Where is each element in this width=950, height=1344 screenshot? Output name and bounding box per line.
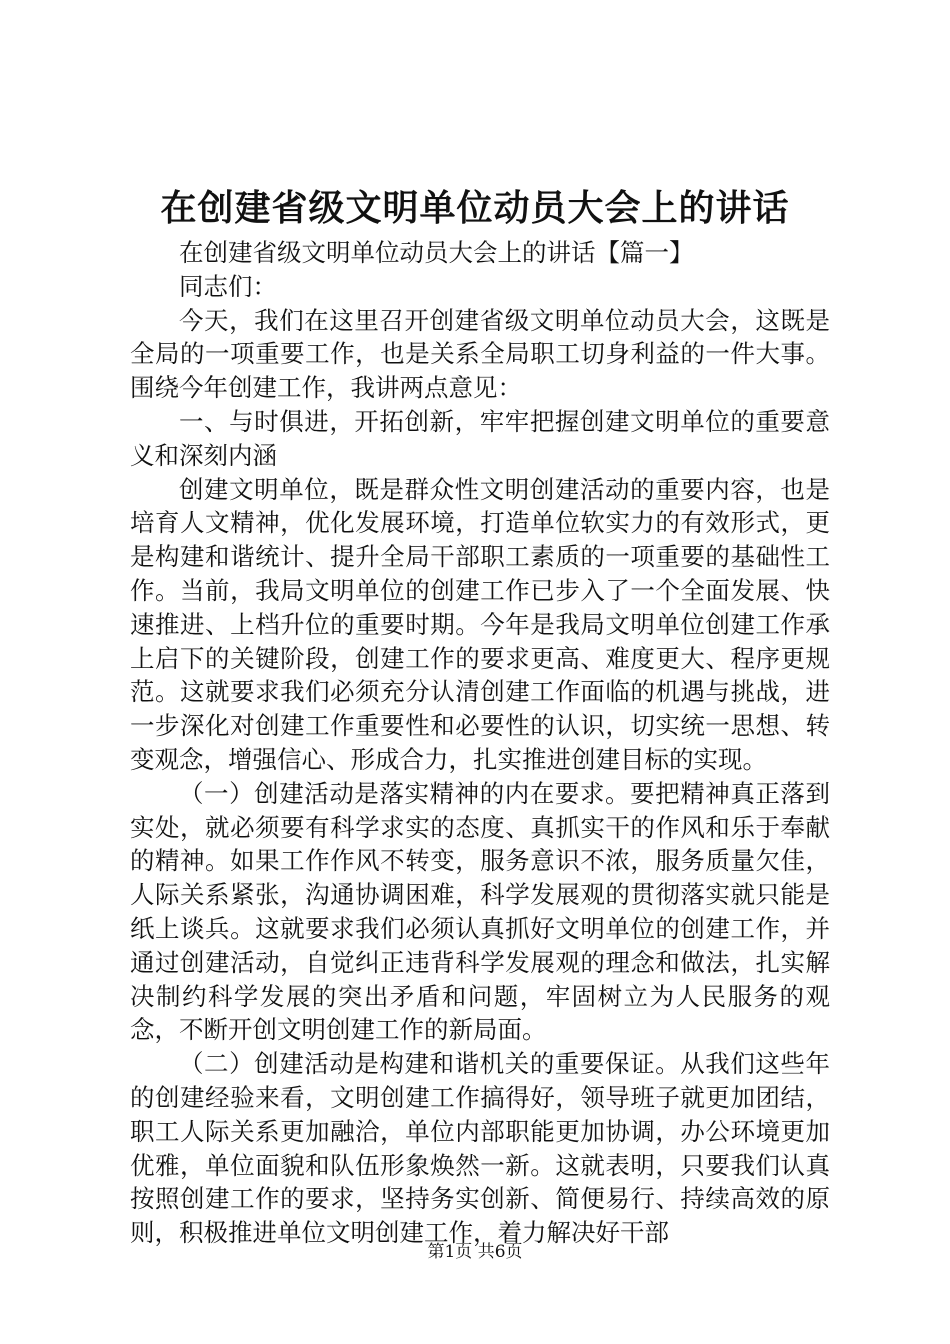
document-body [130, 236, 830, 1250]
enumerated-paragraph: （一）创建活动是落实精神的内在要求。要把精神真正落到实处，就必须要有科学求实的态度、真抓实干的作风和乐于奉献的精神。如果工作作风不转变，服务意识不浓，服务质量欠佳，人际关系紧张，沟通协调困难，科学发展观的贯彻落实就只能是纸上谈兵。这就要求我们必须认真抓好文明单位的创建工作，并通过创建活动，自觉纠正违背科学发展观的理念和做法，扎实解决制约科学发展的突出矛盾和问题，牢固树立为人民服务的观念，不断开创文明创建工作的新局面。 [130, 778, 830, 1045]
document-title: 在创建省级文明单位动员大会上的讲话 [160, 187, 790, 229]
enumerated-paragraph: （二）创建活动是构建和谐机关的重要保证。从我们这些年的创建经验来看，文明创建工作搞得好，领导班子就更加团结，职工人际关系更加融洽，单位内部职能更加协调，办公环境更加优雅，单位面貌和队伍形象焕然一新。这就表明，只要我们认真按照创建工作的要求，坚持务实创新、简便易行、持续高效的原则，积极推进单位文明创建工作，着力解决好干部 [130, 1049, 830, 1248]
subsection-heading: 一、与时俱进，开拓创新，牢牢把握创建文明单位的重要意义和深刻内涵 [130, 406, 830, 470]
section-heading: 在创建省级文明单位动员大会上的讲话【篇一】 [179, 238, 694, 267]
salutation: 同志们： [179, 271, 277, 301]
page-number-footer: 第1页 共6页 [427, 1242, 523, 1262]
body-paragraph: 今天，我们在这里召开创建省级文明单位动员大会，这既是全局的一项重要工作，也是关系全局职工切身利益的一件大事。围绕今年创建工作，我讲两点意见： [130, 305, 830, 403]
body-paragraph: 创建文明单位，既是群众性文明创建活动的重要内容，也是培育人文精神，优化发展环境，打造单位软实力的有效形式，更是构建和谐统计、提升全局干部职工素质的一项重要的基础性工作。当前，我局文明单位的创建工作已步入了一个全面发展、快速推进、上档升位的重要时期。今年是我局文明单位创建工作承上启下的关键阶段，创建工作的要求更高、难度更大、程序更规范。这就要求我们必须充分认清创建工作面临的机遇与挑战，进一步深化对创建工作重要性和必要性的认识，切实统一思想、转变观念，增强信心、形成合力，扎实推进创建目标的实现。 [130, 474, 830, 774]
